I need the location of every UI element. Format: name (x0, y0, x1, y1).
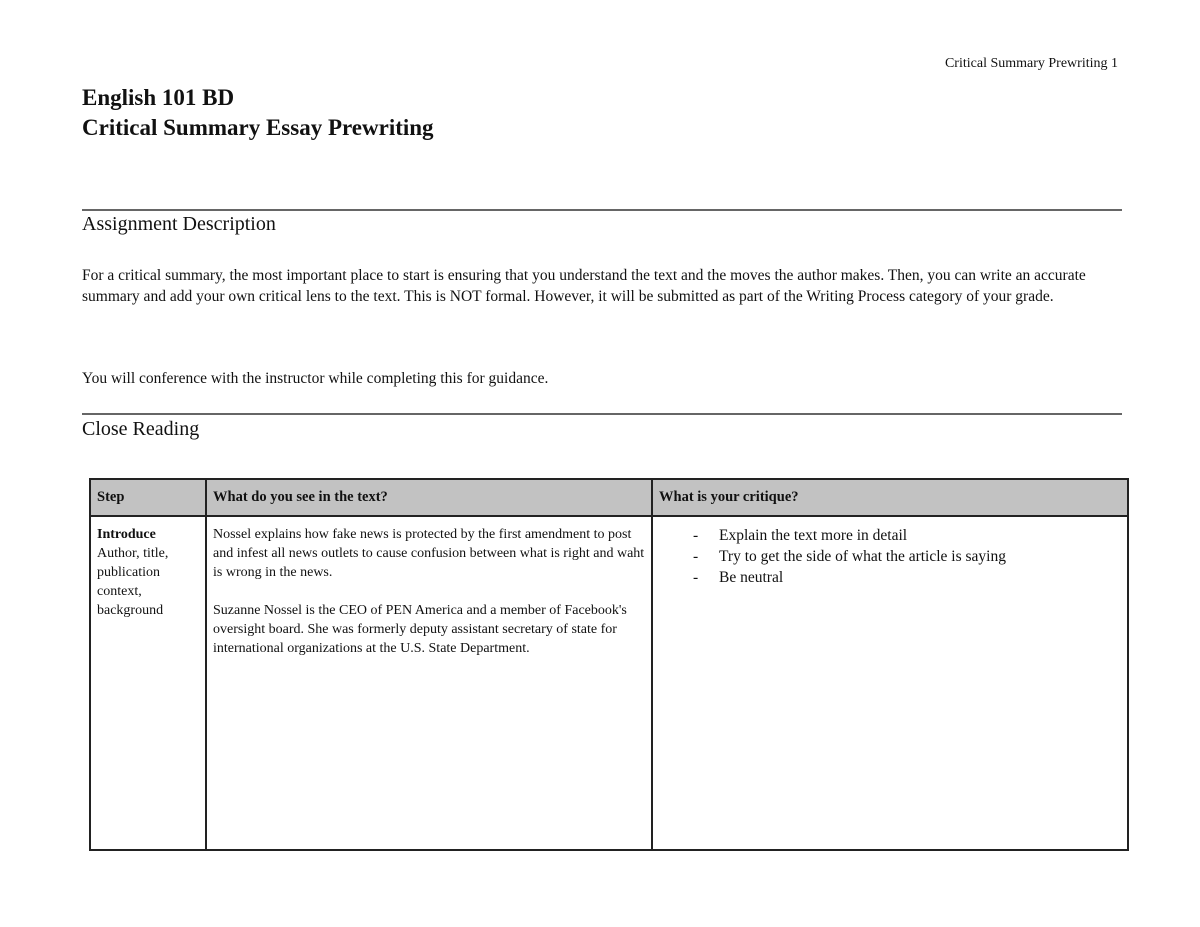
assignment-description-heading: Assignment Description (82, 213, 276, 235)
document-title (82, 83, 434, 143)
section-divider (82, 209, 1122, 211)
critique-item: - Explain the text more in detail (693, 525, 1121, 546)
header-see: What do you see in the text? (206, 479, 652, 516)
critique-item: - Be neutral (693, 567, 1121, 588)
see-cell[interactable] (206, 516, 652, 850)
step-name: Introduce (97, 527, 156, 542)
running-head: Critical Summary Prewriting 1 (944, 56, 1118, 71)
see-paragraph: Suzanne Nossel is the CEO of PEN America and a member of Facebook's oversight board. She was formerly deputy assistant secretary of state for international organizations at the U.S. State Department. (213, 603, 627, 656)
table-header-row (90, 479, 1128, 516)
header-step: Step (90, 479, 206, 516)
section-divider (82, 413, 1122, 415)
conference-note: You will conference with the instructor while completing this for guidance. (82, 370, 549, 387)
table-row (90, 516, 1128, 850)
assignment-title: Critical Summary Essay Prewriting (82, 115, 434, 140)
header-critique: What is your critique? (652, 479, 1128, 516)
paragraph-gap (213, 582, 645, 601)
see-paragraph: Nossel explains how fake news is protected by the first amendment to post and infest all news outlets to cause confusion between what is right and waht is wrong in the news. (213, 527, 645, 580)
close-reading-table (89, 478, 1129, 851)
critique-list (659, 525, 1121, 588)
assignment-paragraph: For a critical summary, the most important place to start is ensuring that you understand the text and the moves the author makes. Then, you can write an accurate summary and add your own critical lens to the text. This is NOT formal. However, it will be submitted as part of the Writing Process category of your grade. (82, 267, 1086, 305)
course-title: English 101 BD (82, 85, 235, 110)
step-cell (90, 516, 206, 850)
close-reading-heading: Close Reading (82, 418, 200, 440)
critique-item: - Try to get the side of what the article is saying (693, 546, 1121, 567)
critique-cell[interactable] (652, 516, 1128, 850)
step-detail: Author, title, publication context, background (97, 546, 169, 618)
